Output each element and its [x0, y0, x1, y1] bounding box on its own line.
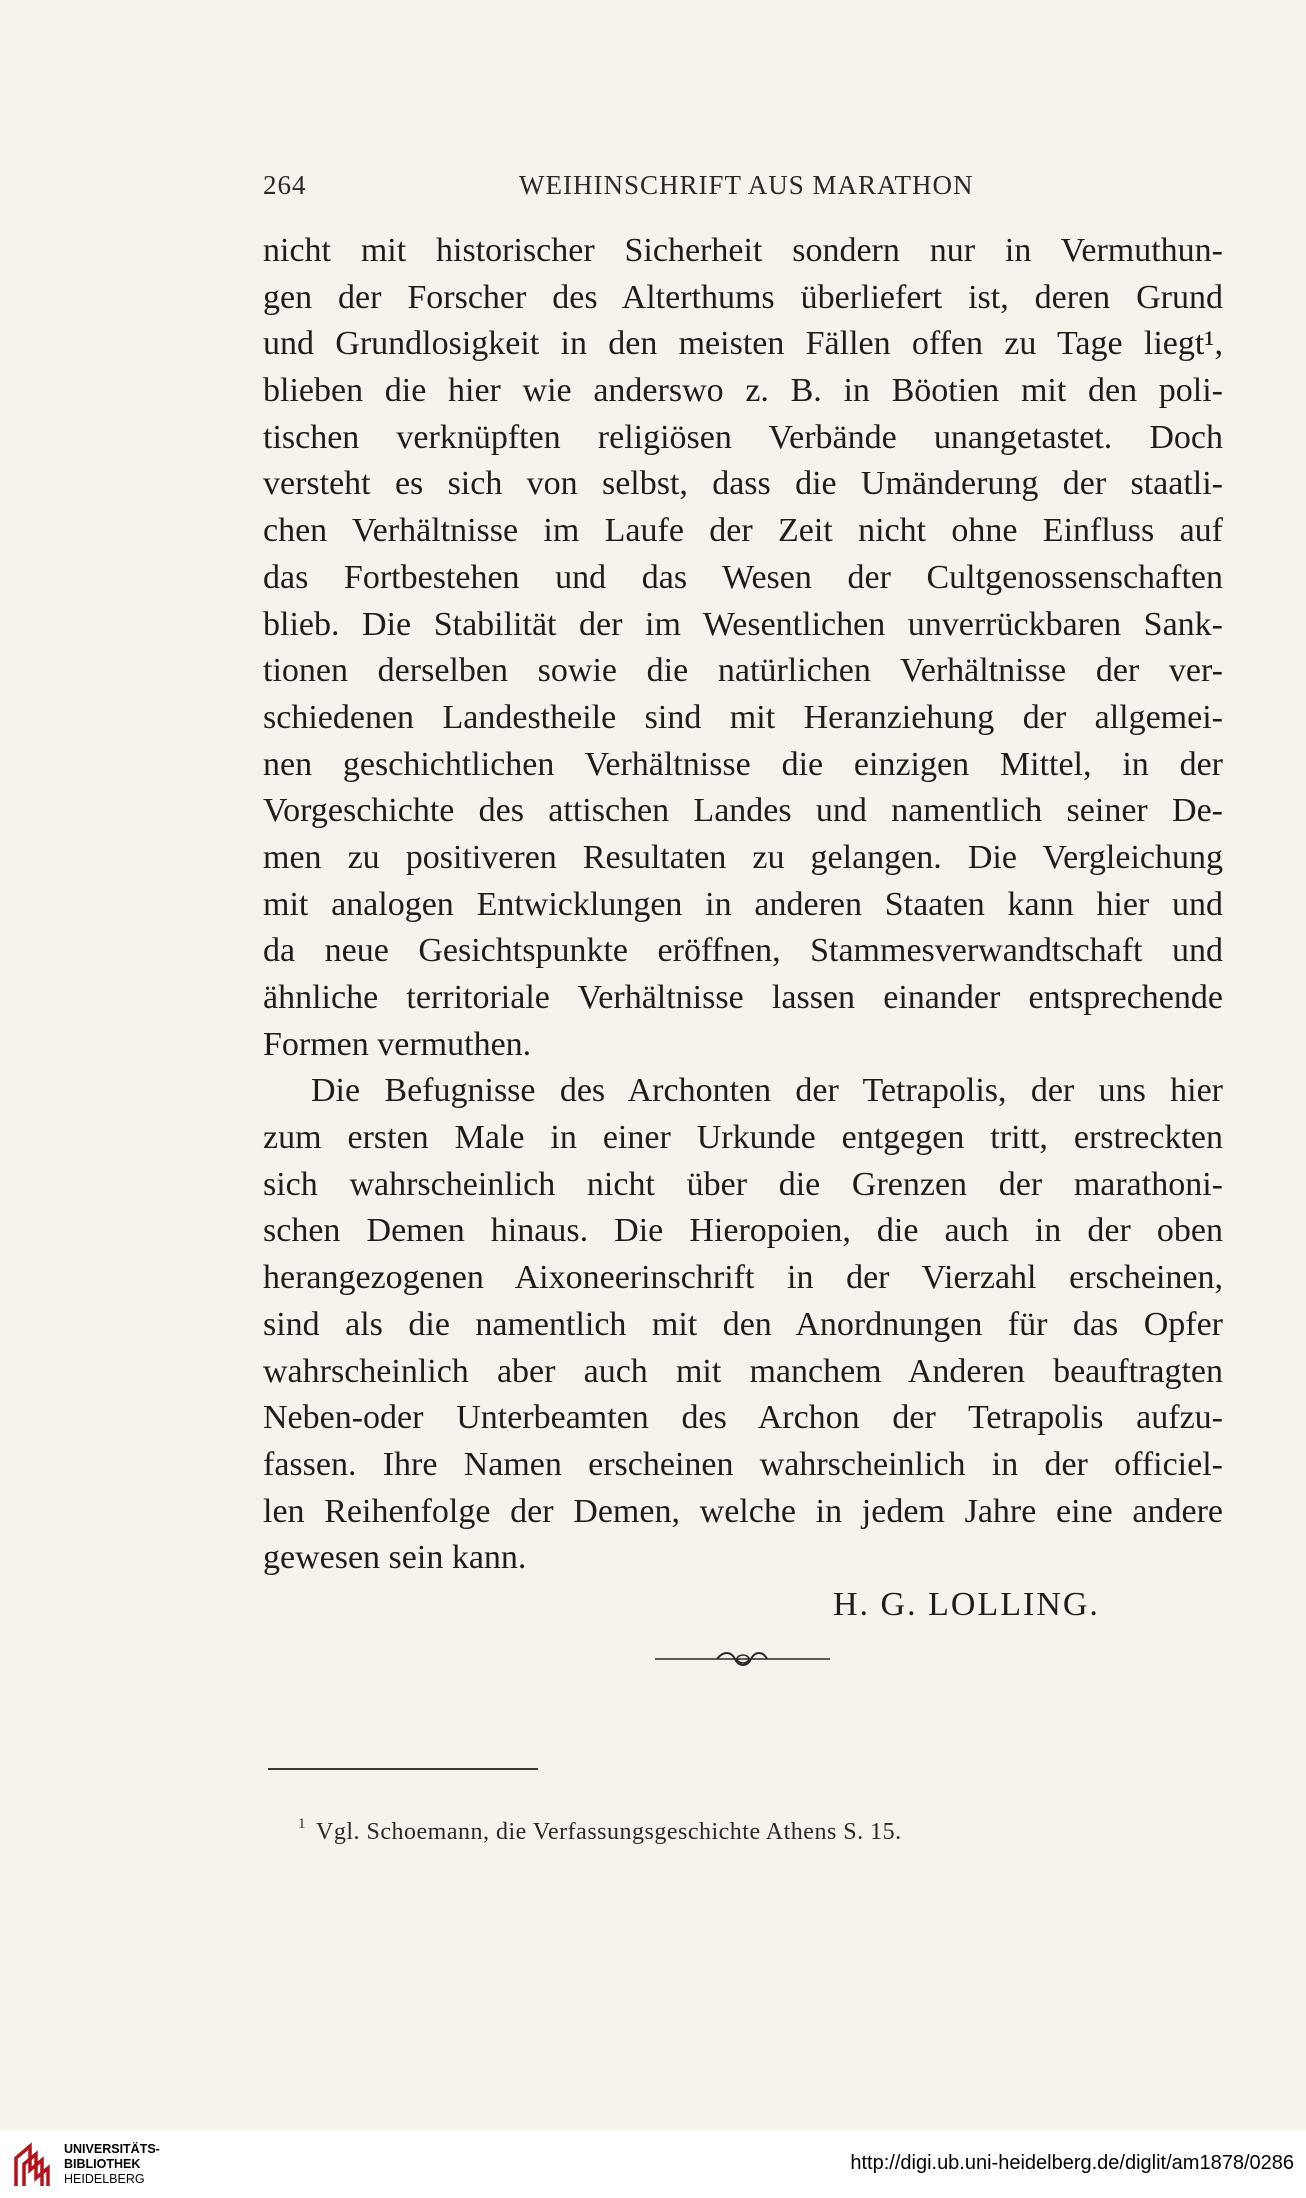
text-line: herangezogenen Aixoneerinschrift in der Vierzahl erscheinen,	[263, 1259, 1223, 1297]
text-line: Vorgeschichte des attischen Landes und namentlich seiner De-	[263, 792, 1223, 830]
text-line: das Fortbestehen und das Wesen der Cultgenossenschaften	[263, 558, 1223, 596]
page-number: 264	[263, 170, 307, 200]
text-line: nen geschichtlichen Verhältnisse die einzigen Mittel, in der	[263, 745, 1223, 783]
footnote-marker: 1	[298, 1816, 306, 1832]
ornament-icon	[655, 1648, 830, 1668]
footnote-rule	[268, 1768, 538, 1770]
text-line: Neben-oder Unterbeamten des Archon der Tetrapolis aufzu-	[263, 1399, 1223, 1437]
text-line: Die Befugnisse des Archonten der Tetrapolis, der uns hier	[311, 1072, 1223, 1110]
text-line: und Grundlosigkeit in den meisten Fällen offen zu Tage liegt¹,	[263, 325, 1223, 363]
text-line: schiedenen Landestheile sind mit Heranziehung der allgemei-	[263, 698, 1223, 736]
text-line: zum ersten Male in einer Urkunde entgegen tritt, erstreckten	[263, 1119, 1223, 1157]
text-line: nicht mit historischer Sicherheit sondern nur in Vermuthun-	[263, 232, 1223, 269]
text-line: len Reihenfolge der Demen, welche in jedem Jahre eine andere	[263, 1492, 1223, 1530]
footnote	[298, 1818, 902, 1846]
text-line: tischen verknüpften religiösen Verbände unangetastet. Doch	[263, 418, 1223, 456]
text-line: blieb. Die Stabilität der im Wesentlichen unverrückbaren Sank-	[263, 605, 1223, 643]
text-line: Formen vermuthen.	[263, 1025, 532, 1063]
text-line: men zu positiveren Resultaten zu gelangen. Die Vergleichung	[263, 838, 1223, 876]
library-name-line: BIBLIOTHEK	[64, 2157, 141, 2171]
text-line: gen der Forscher des Alterthums überliefert ist, deren Grund	[263, 278, 1223, 316]
author-signature: H. G. LOLLING.	[833, 1585, 1100, 1623]
running-head: WEIHINSCHRIFT AUS MARATHON	[519, 170, 974, 200]
text-line: sind als die namentlich mit den Anordnungen für das Opfer	[263, 1305, 1223, 1343]
text-line: wahrscheinlich aber auch mit manchem Anderen beauftragten	[263, 1352, 1223, 1390]
text-line: mit analogen Entwicklungen in anderen Staaten kann hier und	[263, 885, 1223, 923]
text-line: sich wahrscheinlich nicht über die Grenzen der marathoni-	[263, 1165, 1223, 1203]
library-name-line: HEIDELBERG	[64, 2172, 145, 2186]
heidelberg-library-logo-icon	[12, 2140, 54, 2188]
text-line: chen Verhältnisse im Laufe der Zeit nicht ohne Einfluss auf	[263, 512, 1223, 550]
text-line: blieben die hier wie anderswo z. B. in Böotien mit den poli-	[263, 372, 1223, 410]
library-name-line: UNIVERSITÄTS-	[64, 2142, 160, 2156]
text-line: ähnliche territoriale Verhältnisse lassen einander entsprechende	[263, 979, 1223, 1016]
body-text	[263, 228, 1223, 1629]
footnote-text: Vgl. Schoemann, die Verfassungsgeschichte Athens S. 15.	[316, 1819, 902, 1845]
text-line: schen Demen hinaus. Die Hieropoien, die auch in der oben	[263, 1212, 1223, 1250]
text-line: fassen. Ihre Namen erscheinen wahrscheinlich in der officiel-	[263, 1445, 1223, 1483]
text-line: tionen derselben sowie die natürlichen Verhältnisse der ver-	[263, 652, 1223, 690]
library-name	[64, 2142, 160, 2187]
text-line: gewesen sein kann.	[263, 1539, 527, 1577]
text-line: versteht es sich von selbst, dass die Umänderung der staatli-	[263, 465, 1223, 503]
text-line: da neue Gesichtspunkte eröffnen, Stammesverwandtschaft und	[263, 932, 1223, 970]
source-url-link[interactable]: http://digi.ub.uni-heidelberg.de/diglit/am1878/0286	[850, 2152, 1294, 2174]
